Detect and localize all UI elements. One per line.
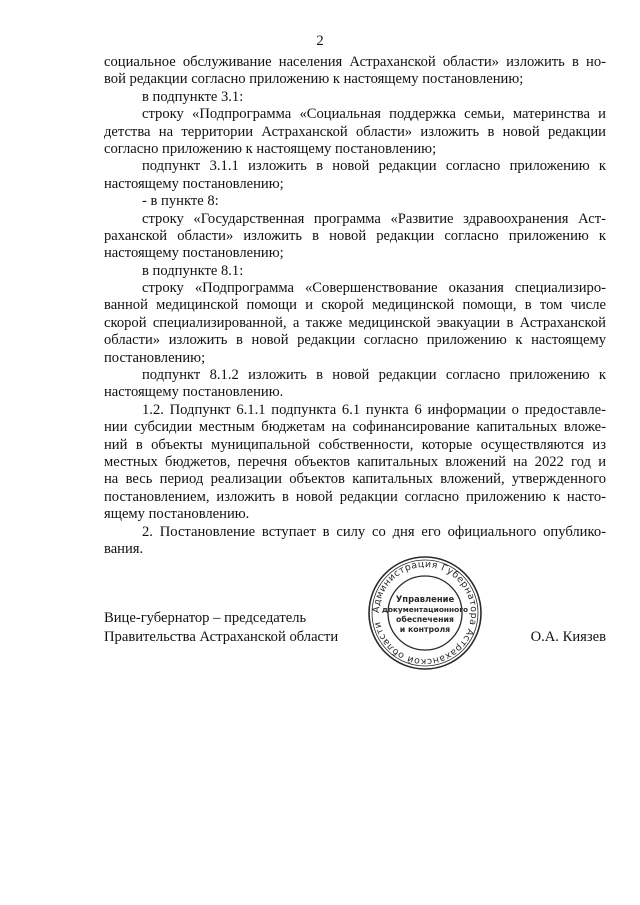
seal-graphic — [366, 554, 484, 672]
text-line: строку «Подпрограмма «Социальная поддержка семьи, материнства и — [142, 106, 606, 123]
text-line: подпункт 3.1.1 изложить в новой редакции согласно приложению к — [142, 158, 606, 175]
text-line: местных бюджетов, перечня объектов капитальных вложений на 2022 год и — [104, 453, 606, 470]
text-line: на весь период реализации объектов капитальных вложений, утвержденного — [104, 471, 606, 488]
text-line: вания. — [104, 540, 144, 557]
text-line: настоящему постановлению; — [104, 245, 284, 262]
text-line: строку «Государственная программа «Развитие здравоохранения Аст- — [142, 210, 606, 227]
text-line: 1.2. Подпункт 6.1.1 подпункта 6.1 пункта 6 информации о предоставле- — [142, 401, 606, 418]
text-line: раханской области» изложить в новой редакции согласно приложению к — [104, 227, 606, 244]
text-line: скорой специализированной, а также медицинской эвакуации в Астраханской — [104, 314, 606, 331]
seal-center-text: Управление — [395, 594, 455, 604]
document-body — [104, 54, 606, 558]
text-line: области» изложить в новой редакции согласно приложению к настоящему — [104, 332, 606, 349]
seal-ring-text: Администрация Губернатора Астраханской области — [370, 558, 480, 668]
text-line: в подпункте 8.1: — [142, 262, 244, 279]
text-line: 2. Постановление вступает в силу со дня его официального опублико- — [142, 523, 606, 540]
text-line: в подпункте 3.1: — [142, 88, 244, 105]
page-number: 2 — [316, 33, 324, 49]
text-line: - в пункте 8: — [142, 193, 219, 210]
seal-center-text: документационного — [381, 605, 469, 614]
text-line: строку «Подпрограмма «Совершенствование оказания специализиро- — [142, 280, 606, 297]
text-line: нии субсидии местным бюджетам на софинансирование капитальных вложе- — [104, 419, 606, 436]
text-line: детства на территории Астраханской области» изложить в новой редакции — [104, 123, 606, 140]
text-line: согласно приложению к настоящему постановлению; — [104, 140, 437, 157]
signatory-position-line: Вице-губернатор – председатель — [104, 610, 307, 626]
signatory-position-line: Правительства Астраханской области — [104, 629, 339, 645]
text-line: вой редакции согласно приложению к настоящему постановлению; — [104, 71, 524, 88]
signatory-position — [104, 609, 338, 647]
signatory-name: О.А. Киязев — [530, 629, 606, 645]
text-line: подпункт 8.1.2 изложить в новой редакции согласно приложению к — [142, 367, 606, 384]
text-line: ний в объекты муниципальной собственности, которые осуществляются из — [104, 436, 606, 453]
text-line: настоящему постановлению; — [104, 175, 284, 192]
seal-center-text: обеспечения — [396, 615, 454, 624]
text-line: постановлению; — [104, 349, 206, 366]
text-line: социальное обслуживание населения Астраханской области» изложить в но- — [104, 54, 606, 70]
seal-center-text: и контроля — [399, 625, 451, 634]
text-line: постановлением, изложить в новой редакции согласно приложению к насто- — [104, 488, 606, 505]
text-line: ванной медицинской помощи и скорой медицинской помощи, в том числе — [104, 297, 606, 314]
text-line: настоящему постановлению. — [104, 384, 284, 401]
official-seal-stamp — [366, 554, 484, 672]
text-line: ящему постановлению. — [104, 506, 250, 523]
